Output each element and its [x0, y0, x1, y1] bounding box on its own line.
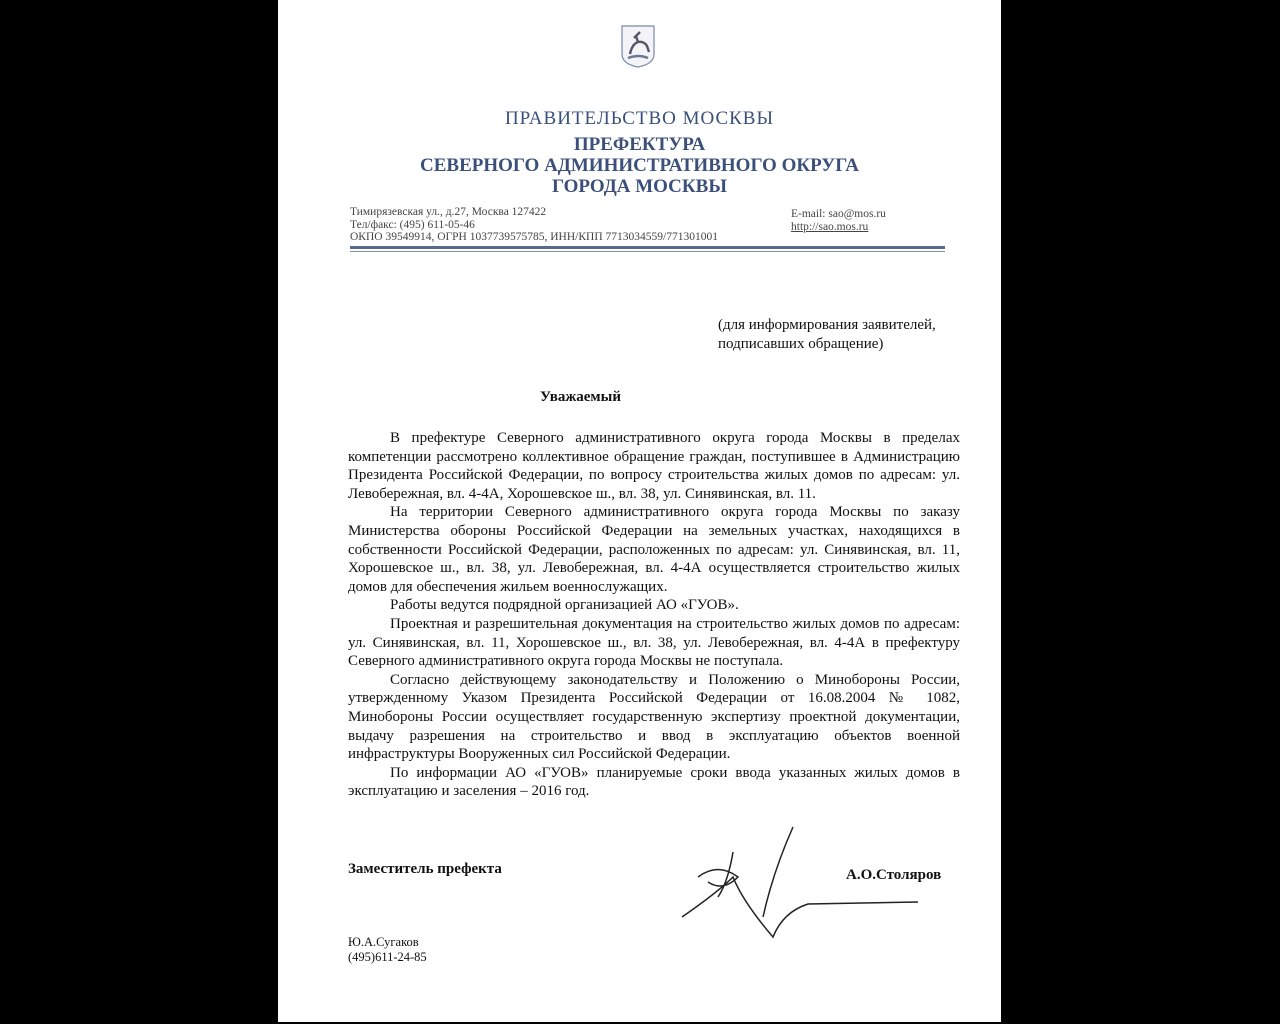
addressee-line: (для информирования заявителей, — [718, 317, 936, 333]
executor-phone: (495)611-24-85 — [348, 950, 427, 964]
phone: Тел/факс: (495) 611-05-46 — [350, 218, 475, 231]
paragraph: На территории Северного административного округа города Москвы по заказу Министерства обороны Российской Федерации на земельных участках, находящихся в собственности Российской Федерации, расположенных по адресам: ул. Синявинская, вл. 11, Хорошевское ш., вл. 38, ул. Левобережная, вл. 4-4А осуществляется строительство жилых домов для обеспечения жильем военнослужащих. — [348, 504, 960, 595]
registration-codes: ОКПО 39549914, ОГРН 1037739575785, ИНН/КПП 7713034559/771301001 — [350, 231, 718, 243]
moscow-coat-of-arms-icon — [620, 24, 656, 68]
paragraph: Работы ведутся подрядной организацией АО «ГУОВ». — [390, 597, 739, 614]
greeting: Уважаемый — [540, 389, 621, 405]
addressee-line: подписавших обращение) — [718, 336, 884, 352]
executor — [348, 935, 427, 965]
email: E-mail: sao@mos.ru — [791, 208, 886, 220]
header-divider-thin — [350, 251, 945, 252]
address: Тимирязевская ул., д.27, Москва 127422 — [350, 206, 547, 218]
letter-body — [348, 429, 960, 801]
paragraph: Проектная и разрешительная документация на строительство жилых домов по адресам: ул. Синявинская, вл. 11, Хорошевское ш., вл. 38, ул. Левобережная, вл. 4-4А в префектуру Северного административного округа города Москвы не поступала. — [348, 615, 960, 670]
government-title: ПРАВИТЕЛЬСТВО МОСКВЫ — [504, 108, 775, 129]
signatory-position: Заместитель префекта — [348, 861, 502, 877]
paragraph: По информации АО «ГУОВ» планируемые сроки ввода указанных жилых домов в эксплуатацию и заселения – 2016 год. — [348, 764, 960, 800]
executor-name: Ю.А.Сугаков — [348, 935, 419, 949]
addressee — [718, 316, 936, 354]
letter-page — [278, 0, 1001, 1022]
prefecture-district: СЕВЕРНОГО АДМИНИСТРАТИВНОГО ОКРУГА — [420, 155, 859, 176]
paragraph: Согласно действующему законодательству и Положению о Минобороны России, утвержденному Указом Президента Российской Федерации от 16.08.2004 № 1082, Минобороны России осуществляет государственную экспертизу проектной документации, выдачу разрешения на строительство и ввод в эксплуатацию объектов военной инфраструктуры Вооруженных сил Российской Федерации. — [348, 671, 960, 763]
header-divider — [350, 246, 945, 249]
signatory-name: А.О.Столяров — [846, 867, 942, 883]
paragraph: В префектуре Северного административного округа города Москвы в пределах компетенции рассмотрено коллективное обращение граждан, поступившее в Администрацию Президента Российской Федерации, по вопросу строительства жилых домов по адресам: ул. Левобережная, вл. 4-4А, Хорошевское ш., вл. 38, ул. Синявинская, вл. 11. — [348, 430, 960, 502]
website-link[interactable]: http://sao.mos.ru — [791, 220, 869, 233]
prefecture-title: ПРЕФЕКТУРА — [573, 134, 706, 155]
prefecture-city: ГОРОДА МОСКВЫ — [551, 176, 728, 197]
